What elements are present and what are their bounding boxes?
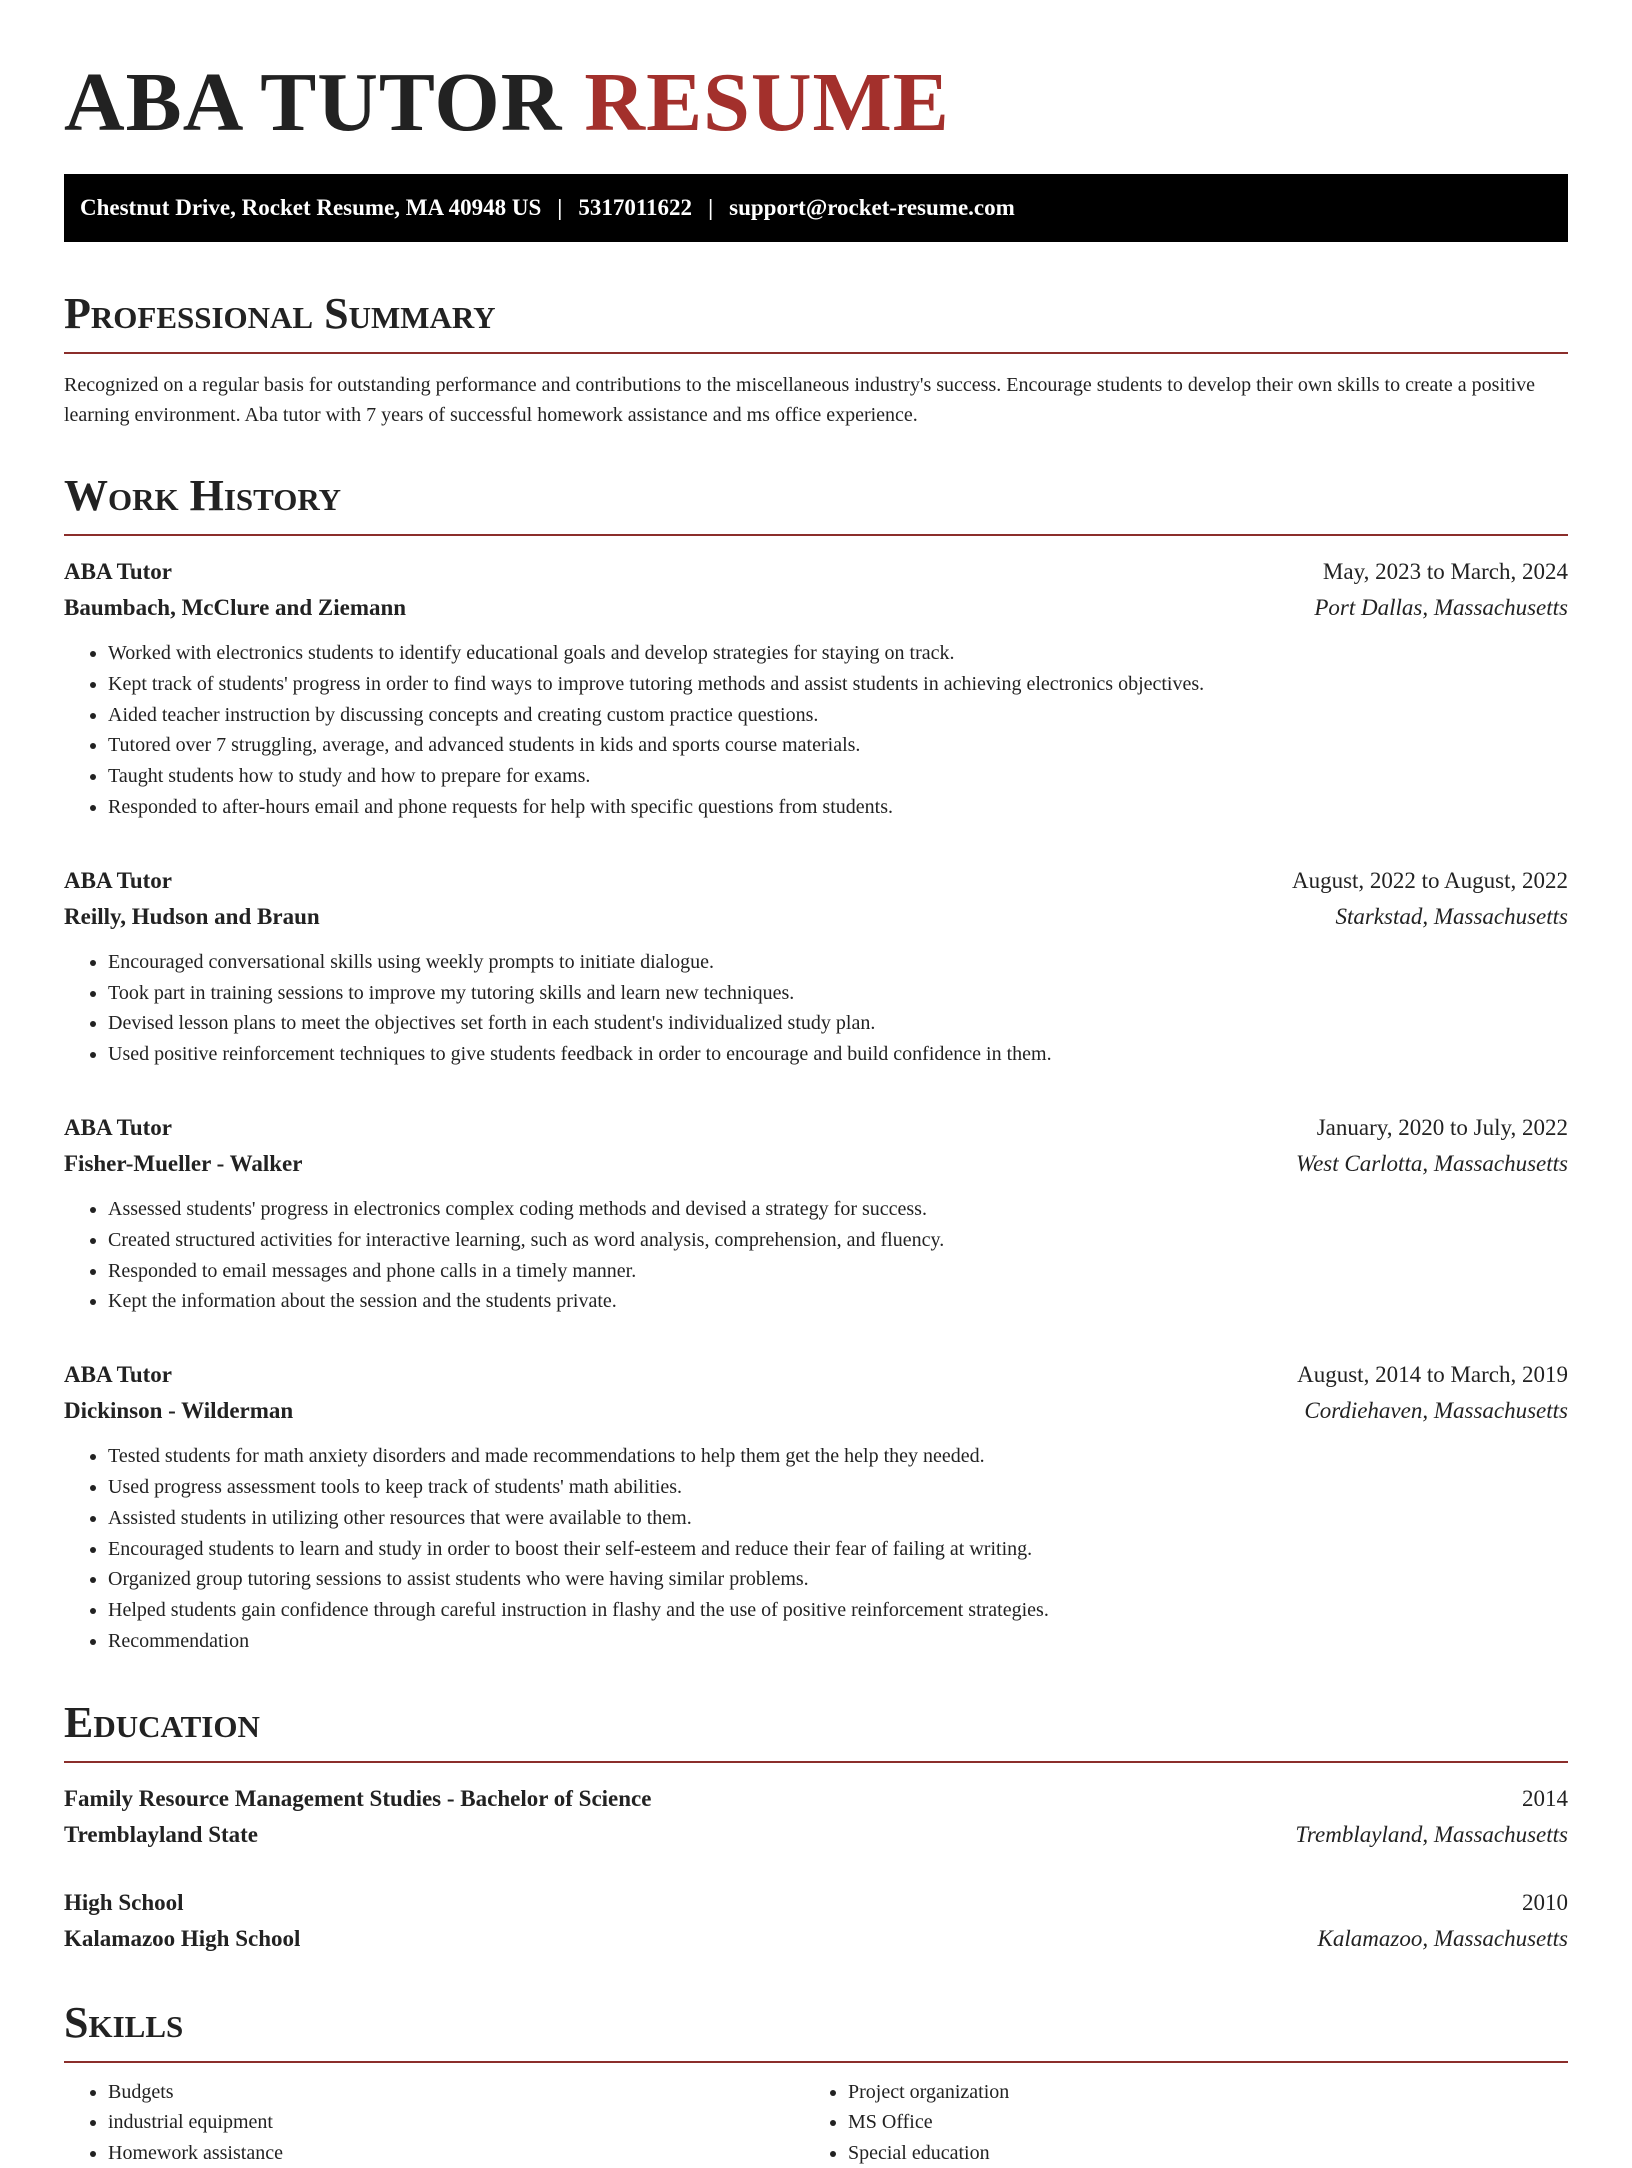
job-location: Port Dallas, Massachusetts bbox=[1314, 595, 1568, 620]
job-bullets bbox=[64, 947, 1568, 1070]
job-company: Reilly, Hudson and Braun bbox=[64, 903, 320, 929]
education-degree: High School bbox=[64, 1889, 184, 1915]
list-item: • Created structured activities for interactive learning, such as word analysis, comprehension, and fluency. bbox=[108, 1225, 1568, 1256]
list-item: • MS Office bbox=[848, 2107, 1544, 2138]
job-dates: January, 2020 to July, 2022 bbox=[1316, 1114, 1568, 1140]
list-item: • Responded to email messages and phone calls in a timely manner. bbox=[108, 1256, 1568, 1287]
job-entry bbox=[64, 1357, 1568, 1657]
section-heading-summary: Professional Summary bbox=[64, 288, 1568, 354]
list-item: • Responded to after-hours email and phone requests for help with specific questions from students. bbox=[108, 792, 1568, 823]
title-main: ABA TUTOR bbox=[64, 56, 563, 149]
education-entry bbox=[64, 1781, 1568, 1853]
job-company: Dickinson - Wilderman bbox=[64, 1398, 294, 1424]
skills-list-right bbox=[804, 2077, 1544, 2168]
job-entry bbox=[64, 554, 1568, 823]
job-title-row bbox=[64, 1357, 1568, 1393]
contact-email[interactable]: support@rocket-resume.com bbox=[729, 195, 1015, 220]
section-heading-skills: Skills bbox=[64, 1997, 1568, 2063]
list-item: • Budgets bbox=[108, 2077, 804, 2108]
job-title-row bbox=[64, 1110, 1568, 1146]
section-heading-education: Education bbox=[64, 1697, 1568, 1763]
list-item: • Tutored over 7 struggling, average, and advanced students in kids and sports course materials. bbox=[108, 730, 1568, 761]
education-location: Tremblayland, Massachusetts bbox=[1295, 1821, 1568, 1847]
job-title-row bbox=[64, 554, 1568, 590]
list-item: • Devised lesson plans to meet the objectives set forth in each student's individualized study plan. bbox=[108, 1008, 1568, 1039]
section-heading-work-history: Work History bbox=[64, 470, 1568, 536]
education-degree-row bbox=[64, 1885, 1568, 1921]
contact-separator: | bbox=[557, 195, 563, 220]
list-item: • Took part in training sessions to improve my tutoring skills and learn new techniques. bbox=[108, 978, 1568, 1009]
job-company-row bbox=[64, 590, 1568, 626]
job-bullets bbox=[64, 1194, 1568, 1317]
job-title: ABA Tutor bbox=[64, 867, 173, 893]
list-item: • Project organization bbox=[848, 2077, 1544, 2108]
job-location: Cordiehaven, Massachusetts bbox=[1304, 1398, 1568, 1424]
contact-separator: | bbox=[708, 195, 714, 220]
list-item: • Kept track of students' progress in order to find ways to improve tutoring methods and assist students in achieving electronics objectives. bbox=[108, 669, 1568, 700]
education-entry bbox=[64, 1885, 1568, 1957]
job-title-row bbox=[64, 863, 1568, 899]
job-company-row bbox=[64, 1393, 1568, 1429]
page-title bbox=[64, 0, 1568, 150]
education-location: Kalamazoo, Massachusetts bbox=[1317, 1925, 1568, 1951]
list-item: • Encouraged students to learn and study in order to boost their self-esteem and reduce their fear of failing at writing. bbox=[108, 1534, 1568, 1565]
list-item: • Helped students gain confidence through careful instruction in flashy and the use of positive reinforcement strategies. bbox=[108, 1595, 1568, 1626]
job-dates: August, 2014 to March, 2019 bbox=[1297, 1362, 1568, 1388]
list-item: • Tested students for math anxiety disorders and made recommendations to help them get the help they needed. bbox=[108, 1441, 1568, 1472]
education-year: 2014 bbox=[1522, 1785, 1568, 1811]
job-company: Fisher-Mueller - Walker bbox=[64, 1150, 303, 1176]
list-item: • Aided teacher instruction by discussing concepts and creating custom practice questions. bbox=[108, 700, 1568, 731]
job-title: ABA Tutor bbox=[64, 1362, 173, 1388]
skills-list-left bbox=[64, 2077, 804, 2168]
list-item: • Assisted students in utilizing other resources that were available to them. bbox=[108, 1503, 1568, 1534]
list-item: • Organized group tutoring sessions to assist students who were having similar problems. bbox=[108, 1564, 1568, 1595]
job-company-row bbox=[64, 899, 1568, 935]
summary-text: Recognized on a regular basis for outstanding performance and contributions to the miscellaneous industry's success. Encourage students to develop their own skills to create a positive learning environment. Aba tutor with 7 years of successful homework assistance and ms office experience. bbox=[64, 374, 1535, 426]
job-dates: August, 2022 to August, 2022 bbox=[1291, 867, 1568, 893]
job-company-row bbox=[64, 1146, 1568, 1182]
list-item: • Worked with electronics students to identify educational goals and develop strategies for staying on track. bbox=[108, 638, 1568, 669]
job-company: Baumbach, McClure and Ziemann bbox=[64, 595, 407, 620]
job-bullets bbox=[64, 1441, 1568, 1657]
job-title: ABA Tutor bbox=[64, 559, 173, 584]
contact-bar bbox=[64, 174, 1568, 242]
education-year: 2010 bbox=[1522, 1889, 1568, 1915]
education-school: Kalamazoo High School bbox=[64, 1925, 301, 1951]
job-location: Starkstad, Massachusetts bbox=[1335, 903, 1568, 929]
education-degree-row bbox=[64, 1781, 1568, 1817]
education-school: Tremblayland State bbox=[64, 1821, 259, 1847]
contact-address: Chestnut Drive, Rocket Resume, MA 40948 US bbox=[80, 195, 542, 220]
list-item: • Used positive reinforcement techniques to give students feedback in order to encourage and build confidence in them. bbox=[108, 1039, 1568, 1070]
job-entry bbox=[64, 863, 1568, 1070]
list-item: • Homework assistance bbox=[108, 2138, 804, 2168]
title-accent: RESUME bbox=[584, 56, 950, 149]
list-item: • Special education bbox=[848, 2138, 1544, 2168]
job-title: ABA Tutor bbox=[64, 1114, 173, 1140]
list-item: • Kept the information about the session and the students private. bbox=[108, 1286, 1568, 1317]
job-dates: May, 2023 to March, 2024 bbox=[1322, 559, 1568, 584]
list-item: • Assessed students' progress in electronics complex coding methods and devised a strategy for success. bbox=[108, 1194, 1568, 1225]
list-item: • Used progress assessment tools to keep track of students' math abilities. bbox=[108, 1472, 1568, 1503]
education-degree: Family Resource Management Studies - Bachelor of Science bbox=[64, 1785, 652, 1811]
list-item: • Encouraged conversational skills using weekly prompts to initiate dialogue. bbox=[108, 947, 1568, 978]
job-bullets bbox=[64, 638, 1568, 823]
list-item: • Taught students how to study and how to prepare for exams. bbox=[108, 761, 1568, 792]
job-entry bbox=[64, 1110, 1568, 1317]
list-item: • Recommendation bbox=[108, 1626, 1568, 1657]
skills-columns bbox=[64, 2077, 1568, 2168]
education-school-row bbox=[64, 1817, 1568, 1853]
list-item: • industrial equipment bbox=[108, 2107, 804, 2138]
contact-phone: 5317011622 bbox=[578, 195, 693, 220]
education-school-row bbox=[64, 1921, 1568, 1957]
job-location: West Carlotta, Massachusetts bbox=[1296, 1150, 1568, 1176]
